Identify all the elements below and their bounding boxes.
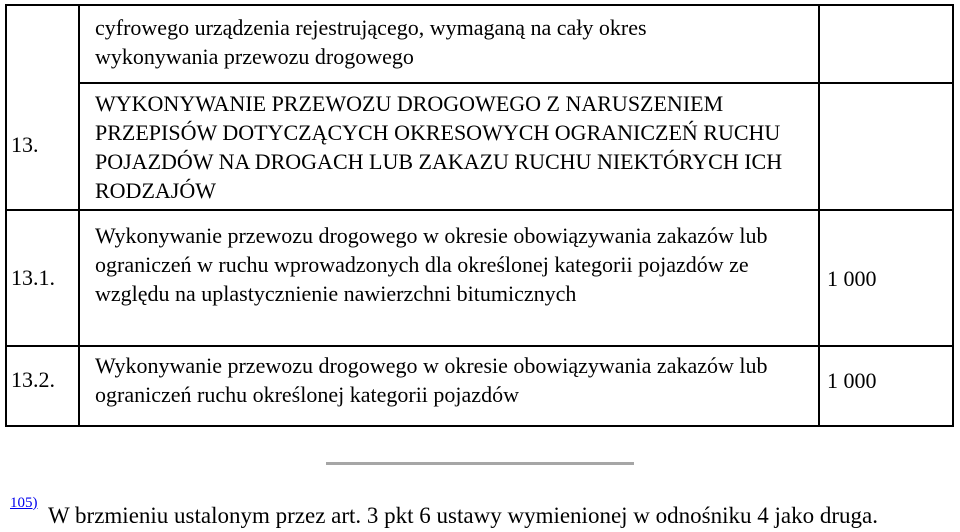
table-border-left <box>5 4 7 427</box>
table-row-divider <box>5 345 954 347</box>
row-amount-13-2: 1 000 <box>827 368 877 393</box>
footnote-marker-link[interactable]: 105) <box>10 495 38 511</box>
row-number-13-2: 13.2. <box>11 367 55 392</box>
footnote-text: W brzmieniu ustalonym przez art. 3 pkt 6 ustawy wymienionej w odnośniku 4 jako druga. <box>48 503 878 528</box>
row-description-13-1: Wykonywanie przewozu drogowego w okresie obowiązywania zakazów lub ograniczeń w ruchu wprowadzonych dla określonej kategorii pojazdów ze względu na uplastycznienie nawierzchni bitumicznych <box>95 223 768 306</box>
regulation-table <box>5 4 954 427</box>
table-border-col2 <box>818 4 820 427</box>
table-row-divider <box>78 82 954 84</box>
continued-description: cyfrowego urządzenia rejestrującego, wymaganą na cały okres wykonywania przewozu drogowego <box>95 15 647 69</box>
table-row-divider <box>5 209 954 211</box>
row-description-13-2: Wykonywanie przewozu drogowego w okresie obowiązywania zakazów lub ograniczeń ruchu określonej kategorii pojazdów <box>95 353 768 407</box>
table-border-top <box>5 4 954 6</box>
row-number-13-1: 13.1. <box>11 265 55 290</box>
footnote-separator <box>326 462 634 465</box>
table-border-right <box>952 4 954 427</box>
table-border-col1 <box>78 4 80 427</box>
table-border-bottom <box>5 425 954 427</box>
row-amount-13-1: 1 000 <box>827 266 877 291</box>
row-number-13: 13. <box>11 132 39 157</box>
section-heading-13: WYKONYWANIE PRZEWOZU DROGOWEGO Z NARUSZENIEM PRZEPISÓW DOTYCZĄCYCH OKRESOWYCH OGRANICZEŃ RUCHU POJAZDÓW NA DROGACH LUB ZAKAZU RUCHU NIEKTÓRYCH ICH RODZAJÓW <box>95 91 783 203</box>
